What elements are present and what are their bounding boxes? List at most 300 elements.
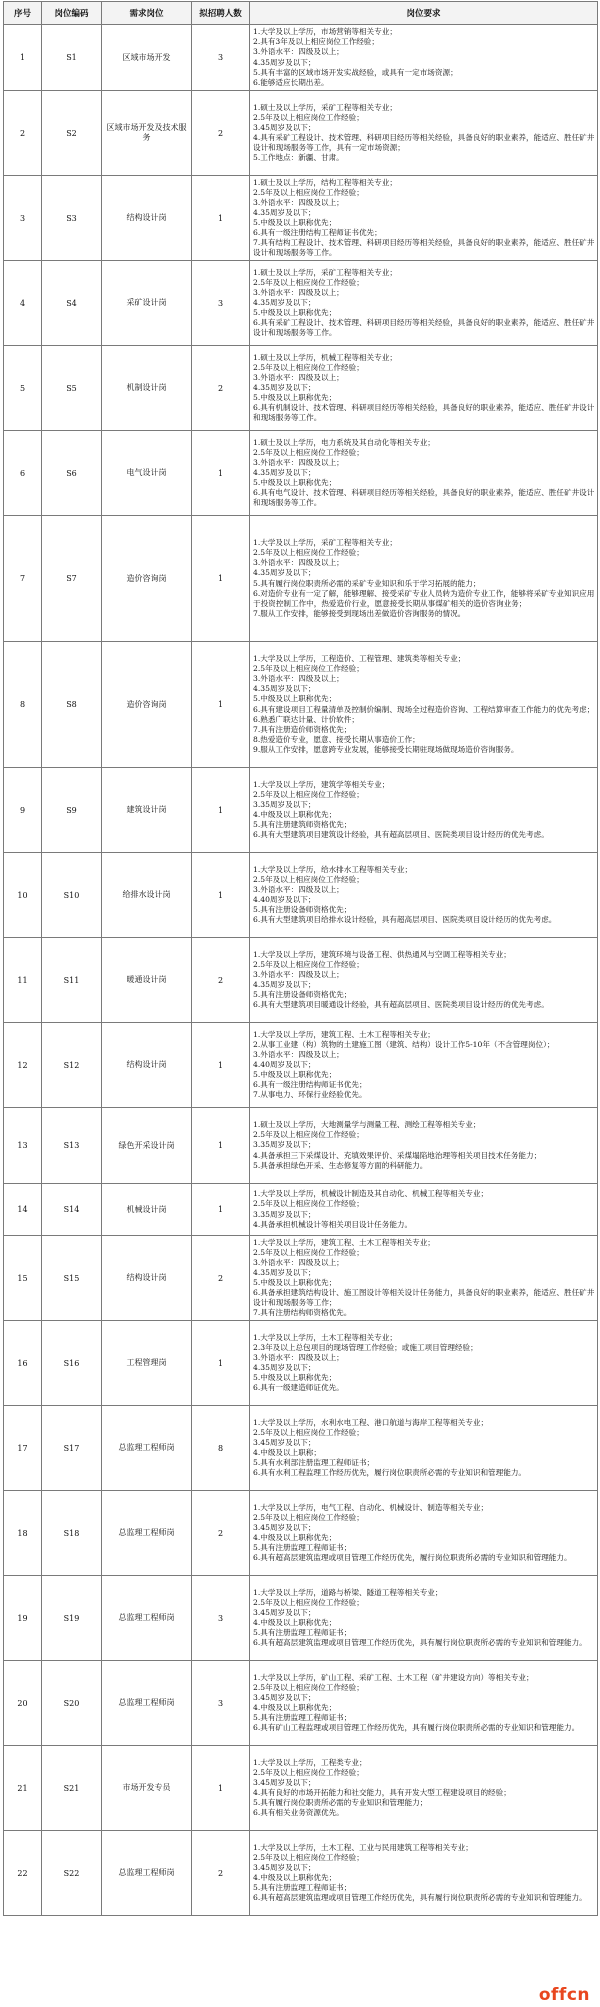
position-code-cell: S20 (42, 1661, 102, 1746)
requirement-line: 4.中级及以上职称； (253, 1448, 321, 1457)
requirement-line: 6.具有电气设计、技术管理、科研项目经历等相关经验，具备良好的职业素养，能适应、胜任矿井设计和现场服务等工作。 (253, 488, 595, 508)
requirement-line: 3.外语水平：四级及以上； (253, 1257, 344, 1267)
requirement-line: 7.从事电力、环保行业经验优先。 (253, 1090, 367, 1100)
requirement-line: 5.工作地点：新疆、甘肃。 (253, 153, 344, 163)
position-name: 区域市场开发及技术服务 (106, 123, 187, 142)
position-code-cell: S13 (42, 1108, 102, 1184)
requirement-line: 1.大学及以上学历，道路与桥梁、隧道工程等相关专业； (253, 1587, 443, 1597)
position-code-cell: S11 (42, 938, 102, 1023)
requirement-line: 4.35周岁及以下； (253, 57, 316, 67)
requirement-line: 3.45周岁及以下； (253, 1692, 316, 1702)
position-cell (102, 938, 192, 1023)
requirement-line: 6.具有水利工程监理工作经历优先，履行岗位职责所必需的专业知识和管理能力。 (253, 1468, 527, 1478)
requirement-line: 2.5年及以上相应岗位工作经验； (253, 1199, 364, 1209)
serial-cell: 12 (4, 1023, 42, 1108)
requirement-line: 5.具有注册监理工程师证书； (253, 1713, 352, 1723)
position-code-cell: S6 (42, 431, 102, 516)
requirement-line: 1.大学及以上学历，土木工程、工业与民用建筑工程等相关专业； (253, 1842, 473, 1852)
requirement-line: 6.具备承担建筑结构设计、施工图设计等相关设计任务能力，具备良好的职业素养，能适应、胜任矿井设计和现场服务等工作； (253, 1288, 595, 1308)
requirements-cell (250, 431, 598, 516)
requirement-line: 3.45周岁及以下； (253, 1522, 316, 1532)
requirement-line: 6.具有一级注册结构工程师证书优先； (253, 228, 382, 238)
table-row (4, 1321, 598, 1406)
requirement-line: 3.45周岁及以下； (253, 1437, 316, 1447)
position-cell (102, 853, 192, 938)
hire-count-cell: 1 (192, 1108, 250, 1184)
requirement-line: 3.45周岁及以下； (253, 1607, 316, 1617)
hire-count-cell: 3 (192, 1661, 250, 1746)
hire-count-cell: 1 (192, 1321, 250, 1406)
requirement-line: 6.具有大型建筑项目建筑设计经验，具有超高层项目、医院类项目设计经历的优先考虑。 (253, 830, 549, 840)
requirements-cell (250, 1491, 598, 1576)
requirement-line: 5.具备承担绿色开采、生态修复等方面的科研能力。 (253, 1160, 428, 1170)
requirements-cell (250, 1108, 598, 1184)
position-code-cell: S17 (42, 1406, 102, 1491)
table-body (4, 25, 598, 1916)
requirement-line: 3.45周岁及以下； (253, 122, 316, 132)
position-code-cell: S22 (42, 1831, 102, 1916)
position-name: 区域市场开发 (122, 52, 171, 62)
requirement-line: 6.具有相关业务资源优先。 (253, 1808, 344, 1818)
requirement-line: 3.35周岁及以下； (253, 1140, 316, 1150)
requirement-line: 3.外语水平：四级及以上； (253, 197, 344, 207)
serial-cell: 4 (4, 261, 42, 346)
position-code-cell: S14 (42, 1184, 102, 1236)
table-row (4, 1023, 598, 1108)
requirement-line: 5.具有履行岗位职责所必需的采矿专业知识和乐于学习拓展的能力； (253, 578, 481, 588)
hire-count-cell: 1 (192, 516, 250, 642)
position-name: 总监理工程师岗 (118, 1528, 175, 1537)
job-requirements-table (3, 1, 598, 1916)
position-cell (102, 1321, 192, 1406)
position-name: 结构设计岗 (126, 1060, 167, 1069)
requirements-cell (250, 1406, 598, 1491)
requirements-cell (250, 516, 598, 642)
requirement-line: 5.具有注册设备师资格优先； (253, 990, 352, 1000)
requirement-line: 5.具有注册建筑师资格优先； (253, 820, 352, 830)
position-name: 机制设计岗 (126, 383, 167, 392)
requirement-line: 6.具有采矿工程设计、技术管理、科研项目经历等相关经验，具备良好的职业素养，能适应、胜任矿井设计和现场服务等工作。 (253, 318, 595, 338)
requirement-line: 3.外语水平：四级及以上； (253, 1352, 344, 1362)
position-cell (102, 1406, 192, 1491)
requirement-line: 4.具备承担机械设计等相关项目设计任务能力。 (253, 1219, 413, 1229)
requirement-line: 1.硕士及以上学历，机械工程等相关专业； (253, 352, 397, 362)
requirement-line: 4.40周岁及以下； (253, 895, 316, 904)
requirements-cell (250, 1576, 598, 1661)
requirement-line: 5.具有注册设备师资格优先； (253, 905, 352, 915)
hire-count-cell: 2 (192, 91, 250, 176)
position-cell (102, 1746, 192, 1831)
requirement-line: 1.大学及以上学历，建筑环境与设备工程、供热通风与空调工程等相关专业； (253, 949, 511, 959)
requirement-line: 7.具有结构工程设计、技术管理、科研项目经历等相关经验，具备良好的职业素养，能适应、胜任矿井设计和现场服务等工作。 (253, 238, 595, 258)
requirement-line: 2.5年及以上相应岗位工作经验； (253, 664, 364, 674)
requirement-line: 4.35周岁及以下； (253, 1267, 316, 1277)
table-row (4, 768, 598, 853)
hire-count-cell: 1 (192, 642, 250, 768)
requirement-line: 2.5年及以上相应岗位工作经验； (253, 1597, 364, 1607)
hire-count-cell: 3 (192, 1576, 250, 1661)
table-row (4, 1831, 598, 1916)
position-code-cell: S18 (42, 1491, 102, 1576)
requirement-line: 1.大学及以上学历，水利水电工程、港口航道与海岸工程等相关专业； (253, 1417, 489, 1427)
table-row (4, 346, 598, 431)
requirement-line: 4.具备承担三下采煤设计、充填效果评价、采煤塌陷地治理等相关项目技术任务能力； (253, 1150, 542, 1160)
requirement-line: 3.35周岁及以下； (253, 1209, 316, 1219)
serial-cell: 22 (4, 1831, 42, 1916)
position-cell (102, 261, 192, 346)
requirement-line: 2.5年及以上相应岗位工作经验； (253, 1852, 364, 1862)
requirement-line: 3.外语水平：四级及以上； (253, 969, 344, 979)
requirements-cell (250, 1321, 598, 1406)
header-requirements: 岗位要求 (250, 2, 598, 25)
requirement-line: 1.大学及以上学历，给水排水工程等相关专业； (253, 864, 413, 874)
table-row (4, 516, 598, 642)
position-name: 结构设计岗 (126, 1273, 167, 1282)
position-code-cell: S15 (42, 1236, 102, 1321)
requirement-line: 6.具有矿山工程监理或项目管理工作经历优先，具有履行岗位职责所必需的专业知识和管理能力。 (253, 1723, 580, 1733)
table-row (4, 431, 598, 516)
position-name: 市场开发专员 (122, 1783, 171, 1792)
requirement-line: 6.具有超高层建筑监理或项目管理工作经历优先，具有履行岗位职责所必需的专业知识和管理能力。 (253, 1893, 587, 1903)
hire-count-cell: 1 (192, 768, 250, 853)
position-name: 给排水设计岗 (122, 890, 171, 899)
requirements-cell (250, 642, 598, 768)
requirement-line: 4.具有良好的市场开拓能力和社交能力，具有开发大型工程建设项目的经验； (253, 1788, 511, 1797)
position-code-cell: S19 (42, 1576, 102, 1661)
requirement-line: 4.35周岁及以下； (253, 467, 316, 477)
serial-cell: 7 (4, 516, 42, 642)
requirement-line: 4.35周岁及以下； (253, 1363, 316, 1372)
requirement-line: 6.熟悉广联达计量、计价软件； (253, 714, 359, 724)
requirement-line: 2.5年及以上相应岗位工作经验； (253, 874, 364, 884)
requirement-line: 3.外语水平：四级及以上； (253, 47, 344, 57)
position-code-cell: S8 (42, 642, 102, 768)
serial-cell: 9 (4, 768, 42, 853)
table-row (4, 25, 598, 91)
position-cell (102, 1491, 192, 1576)
requirements-cell (250, 768, 598, 853)
position-cell (102, 25, 192, 91)
position-cell (102, 642, 192, 768)
table-row (4, 176, 598, 261)
position-name: 电气设计岗 (126, 468, 167, 477)
requirements-cell (250, 261, 598, 346)
hire-count-cell: 1 (192, 1746, 250, 1831)
requirement-line: 6.具有机制设计、技术管理、科研项目经历等相关经验，具备良好的职业素养，能适应、胜任矿井设计和现场服务等工作。 (253, 403, 595, 423)
requirement-line: 2.5年及以上相应岗位工作经验； (253, 112, 364, 122)
position-cell (102, 1236, 192, 1321)
position-code-cell: S21 (42, 1746, 102, 1831)
position-code-cell: S12 (42, 1023, 102, 1108)
requirement-line: 4.35周岁及以下； (253, 207, 316, 217)
table-row (4, 1406, 598, 1491)
position-code-cell: S2 (42, 91, 102, 176)
requirement-line: 5.具有注册监理工程师证书； (253, 1543, 352, 1553)
requirement-line: 3.外语水平：四级及以上； (253, 1049, 344, 1059)
requirement-line: 1.大学及以上学历，工程造价、工程管理、建筑类等相关专业； (253, 654, 466, 664)
position-cell (102, 1661, 192, 1746)
requirement-line: 4.35周岁及以下； (253, 980, 316, 989)
requirement-line: 1.大学及以上学历，市场营销等相关专业； (253, 27, 397, 37)
requirement-line: 6.具有大型建筑项目给排水设计经验，具有超高层项目、医院类项目设计经历的优先考虑。 (253, 915, 557, 925)
position-name: 工程管理岗 (126, 1358, 167, 1367)
requirement-line: 2.3年及以上总包项目的现场管理工作经验；或施工项目管理经验； (253, 1342, 478, 1352)
position-name: 造价咨询岗 (126, 699, 167, 709)
requirement-line: 1.硕士及以上学历，大地测量学与测量工程、测绘工程等相关专业； (253, 1120, 481, 1130)
position-name: 造价咨询岗 (126, 573, 167, 583)
requirement-line: 5.具有履行岗位职责所必需的专业知识和管理能力； (253, 1798, 428, 1808)
requirement-line: 4.40周岁及以下； (253, 1059, 316, 1069)
position-cell (102, 176, 192, 261)
header-row (4, 2, 598, 25)
requirement-line: 6.对造价专业有一定了解，能够理解、接受采矿专业人员转为造价专业工作，能够将采矿专业知识应用于投资控制工作中，热爱造价行业，愿意接受长期从事煤矿相关的造价咨询业务； (253, 588, 595, 608)
hire-count-cell: 3 (192, 25, 250, 91)
position-cell (102, 1831, 192, 1916)
position-name: 总监理工程师岗 (118, 1613, 175, 1622)
requirement-line: 4.中级及以上职称优先； (253, 1703, 337, 1712)
serial-cell: 2 (4, 91, 42, 176)
table-row (4, 853, 598, 938)
table-row (4, 91, 598, 176)
requirement-line: 6.具有超高层建筑监理或项目管理工作经历优先，履行岗位职责所必需的专业知识和管理能力。 (253, 1553, 572, 1563)
position-cell (102, 1184, 192, 1236)
requirements-cell (250, 1661, 598, 1746)
table-row (4, 1236, 598, 1321)
requirement-line: 3.外语水平：四级及以上； (253, 674, 344, 684)
requirement-line: 6.具有大型建筑项目暖通设计经验，具有超高层项目、医院类项目设计经历的优先考虑。 (253, 1000, 549, 1010)
serial-cell: 8 (4, 642, 42, 768)
position-cell (102, 1108, 192, 1184)
requirement-line: 6.具有一级注册结构师证书优先； (253, 1080, 367, 1090)
requirement-line: 3.外语水平：四级及以上； (253, 457, 344, 467)
requirement-line: 3.外语水平：四级及以上； (253, 372, 344, 382)
requirement-line: 2.5年及以上相应岗位工作经验； (253, 789, 364, 799)
requirement-line: 1.硕士及以上学历，采矿工程等相关专业； (253, 267, 397, 277)
serial-cell: 20 (4, 1661, 42, 1746)
requirements-cell (250, 1023, 598, 1108)
hire-count-cell: 2 (192, 1491, 250, 1576)
requirement-line: 1.硕士及以上学历，采矿工程等相关专业； (253, 102, 397, 112)
requirement-line: 1.大学及以上学历，矿山工程、采矿工程、土木工程（矿井建设方向）等相关专业； (253, 1672, 534, 1682)
position-code-cell: S10 (42, 853, 102, 938)
requirement-line: 1.大学及以上学历，电气工程、自动化、机械设计、制造等相关专业； (253, 1502, 489, 1512)
position-cell (102, 1576, 192, 1661)
requirement-line: 1.硕士及以上学历，结构工程等相关专业； (253, 177, 397, 187)
requirements-cell (250, 346, 598, 431)
requirement-line: 5.中级及以上职称优先； (253, 694, 337, 704)
hire-count-cell: 1 (192, 1184, 250, 1236)
serial-cell: 14 (4, 1184, 42, 1236)
position-name: 总监理工程师岗 (118, 1868, 175, 1877)
serial-cell: 18 (4, 1491, 42, 1576)
requirement-line: 5.具有注册监理工程师证书； (253, 1883, 352, 1893)
requirements-cell (250, 1184, 598, 1236)
requirements-cell (250, 853, 598, 938)
table-row (4, 938, 598, 1023)
requirement-line: 3.35周岁及以下； (253, 799, 316, 809)
hire-count-cell: 1 (192, 1023, 250, 1108)
requirement-line: 2.5年及以上相应岗位工作经验； (253, 548, 364, 558)
position-code-cell: S1 (42, 25, 102, 91)
requirements-cell (250, 25, 598, 91)
requirement-line: 3.45周岁及以下； (253, 1862, 316, 1872)
requirement-line: 4.35周岁及以下； (253, 684, 316, 694)
requirement-line: 5.中级及以上职称优先； (253, 393, 337, 403)
requirement-line: 2.5年及以上相应岗位工作经验； (253, 1682, 364, 1692)
requirements-cell (250, 91, 598, 176)
position-cell (102, 431, 192, 516)
requirement-line: 5.中级及以上职称优先； (253, 478, 337, 488)
serial-cell: 6 (4, 431, 42, 516)
table-row (4, 1491, 598, 1576)
requirement-line: 4.中级及以上职称优先； (253, 1618, 337, 1627)
position-cell (102, 91, 192, 176)
position-cell (102, 346, 192, 431)
position-code-cell: S4 (42, 261, 102, 346)
requirement-line: 5.具有丰富的区域市场开发实战经验，或具有一定市场资源； (253, 67, 458, 77)
position-name: 总监理工程师岗 (118, 1443, 175, 1452)
table-row (4, 1184, 598, 1236)
table-row (4, 261, 598, 346)
serial-cell: 3 (4, 176, 42, 261)
requirement-line: 2.5年及以上相应岗位工作经验； (253, 362, 364, 372)
position-name: 总监理工程师岗 (118, 1698, 175, 1707)
requirement-line: 5.中级及以上职称优先； (253, 1070, 337, 1080)
requirement-line: 4.中级及以上职称优先； (253, 1873, 337, 1882)
table-row (4, 1746, 598, 1831)
hire-count-cell: 1 (192, 176, 250, 261)
requirement-line: 4.中级及以上职称优先； (253, 810, 337, 819)
requirement-line: 2.5年及以上相应岗位工作经验； (253, 1767, 364, 1777)
requirement-line: 1.硕士及以上学历，电力系统及其自动化等相关专业； (253, 437, 435, 447)
requirement-line: 5.中级及以上职称优先； (253, 218, 337, 227)
requirement-line: 2.5年及以上相应岗位工作经验； (253, 277, 364, 287)
requirement-line: 3.外语水平：四级及以上； (253, 558, 344, 568)
requirement-line: 1.大学及以上学历，采矿工程等相关专业； (253, 538, 397, 548)
requirement-line: 4.具有采矿工程设计、技术管理、科研项目经历等相关经验，具备良好的职业素养，能适应、胜任矿井设计和现场服务等工作，具有一定市场资源； (253, 133, 595, 153)
requirement-line: 3.外语水平：四级及以上； (253, 884, 344, 894)
requirement-line: 2.5年及以上相应岗位工作经验； (253, 959, 364, 969)
header-position: 需求岗位 (102, 2, 192, 25)
serial-cell: 21 (4, 1746, 42, 1831)
requirement-line: 2.5年及以上相应岗位工作经验； (253, 187, 364, 197)
position-code-cell: S5 (42, 346, 102, 431)
requirement-line: 9.服从工作安排，愿意跨专业发展，能够接受长期驻现场做现场造价咨询服务。 (253, 744, 519, 754)
hire-count-cell: 1 (192, 431, 250, 516)
table-row (4, 1661, 598, 1746)
requirement-line: 7.服从工作安排，能够接受到现场出差做造价咨询服务的情况。 (253, 608, 466, 618)
position-name: 采矿设计岗 (126, 298, 167, 307)
requirement-line: 1.大学及以上学历，土木工程等相关专业； (253, 1332, 397, 1342)
requirement-line: 1.大学及以上学历，机械设计制造及其自动化、机械工程等相关专业； (253, 1189, 489, 1199)
serial-cell: 10 (4, 853, 42, 938)
requirements-cell (250, 938, 598, 1023)
requirement-line: 6.具有超高层建筑监理或项目管理工作经历优先，具有履行岗位职责所必需的专业知识和管理能力。 (253, 1638, 587, 1648)
hire-count-cell: 2 (192, 1236, 250, 1321)
requirement-line: 5.中级及以上职称优先； (253, 1278, 337, 1287)
position-code-cell: S9 (42, 768, 102, 853)
serial-cell: 13 (4, 1108, 42, 1184)
position-code-cell: S3 (42, 176, 102, 261)
position-name: 暖通设计岗 (126, 975, 167, 984)
requirement-line: 1.大学及以上学历，建筑学等相关专业； (253, 779, 390, 789)
hire-count-cell: 2 (192, 938, 250, 1023)
requirement-line: 8.热爱造价专业，愿意、接受长期从事造价工作； (253, 734, 420, 744)
table-row (4, 1108, 598, 1184)
offcn-watermark: offcn (538, 1985, 590, 2005)
table-row (4, 642, 598, 768)
requirement-line: 5.具有注册监理工程师证书； (253, 1628, 352, 1638)
position-cell (102, 516, 192, 642)
position-cell (102, 768, 192, 853)
position-name: 结构设计岗 (126, 213, 167, 222)
requirement-line: 7.具有注册结构师资格优先。 (253, 1308, 352, 1318)
requirement-line: 5.中级及以上职称优先； (253, 1373, 337, 1383)
position-code-cell: S16 (42, 1321, 102, 1406)
hire-count-cell: 2 (192, 1831, 250, 1916)
requirement-line: 6.具有建设项目工程量清单及控制价编制、现场全过程造价咨询、工程结算审查工作能力的优先考虑； (253, 704, 595, 714)
serial-cell: 17 (4, 1406, 42, 1491)
header-hire-count: 拟招聘人数 (192, 2, 250, 25)
header-position-code: 岗位编码 (42, 2, 102, 25)
serial-cell: 16 (4, 1321, 42, 1406)
requirement-line: 1.大学及以上学历，建筑工程、土木工程等相关专业； (253, 1237, 435, 1247)
serial-cell: 15 (4, 1236, 42, 1321)
requirement-line: 6.能够适应长期出差。 (253, 77, 329, 87)
table-header (4, 2, 598, 25)
requirement-line: 1.大学及以上学历，工程类专业； (253, 1757, 367, 1767)
hire-count-cell: 2 (192, 346, 250, 431)
position-code-cell: S7 (42, 516, 102, 642)
position-name: 机械设计岗 (126, 1204, 167, 1214)
requirement-line: 3.外语水平：四级及以上； (253, 287, 344, 297)
requirements-cell (250, 1831, 598, 1916)
position-name: 绿色开采设计岗 (118, 1140, 175, 1150)
requirement-line: 7.具有注册造价师资格优先； (253, 724, 352, 734)
serial-cell: 5 (4, 346, 42, 431)
header-serial: 序号 (4, 2, 42, 25)
requirement-line: 4.35周岁及以下； (253, 382, 316, 392)
serial-cell: 1 (4, 25, 42, 91)
requirement-line: 2.具有3年及以上相应岗位工作经验； (253, 37, 379, 47)
requirement-line: 4.35周岁及以下； (253, 297, 316, 307)
requirement-line: 2.5年及以上相应岗位工作经验； (253, 1247, 364, 1257)
requirement-line: 2.5年及以上相应岗位工作经验； (253, 447, 364, 457)
requirement-line: 3.45周岁及以下； (253, 1777, 316, 1787)
position-cell (102, 1023, 192, 1108)
requirement-line: 5.中级及以上职称优先； (253, 308, 337, 318)
requirement-line: 4.中级及以上职称优先； (253, 1533, 337, 1542)
requirements-cell (250, 176, 598, 261)
position-name: 建筑设计岗 (126, 805, 167, 814)
serial-cell: 11 (4, 938, 42, 1023)
serial-cell: 19 (4, 1576, 42, 1661)
requirement-line: 6.具有一级建造师证优先。 (253, 1383, 344, 1393)
hire-count-cell: 3 (192, 261, 250, 346)
requirements-cell (250, 1236, 598, 1321)
table-row (4, 1576, 598, 1661)
requirement-line: 2.5年及以上相应岗位工作经验； (253, 1427, 364, 1437)
requirement-line: 5.具有水利部注册监理工程师证书； (253, 1458, 375, 1468)
requirement-line: 2.从事工业建（构）筑物的土建施工图（建筑、结构）设计工作5-10年（不含管理岗位）； (253, 1039, 555, 1049)
requirement-line: 2.5年及以上相应岗位工作经验； (253, 1512, 364, 1522)
hire-count-cell: 1 (192, 853, 250, 938)
hire-count-cell: 8 (192, 1406, 250, 1491)
requirement-line: 2.5年及以上相应岗位工作经验； (253, 1130, 364, 1140)
requirement-line: 1.大学及以上学历，建筑工程、土木工程等相关专业； (253, 1029, 435, 1039)
requirements-cell (250, 1746, 598, 1831)
requirement-line: 4.35周岁及以下； (253, 568, 316, 578)
